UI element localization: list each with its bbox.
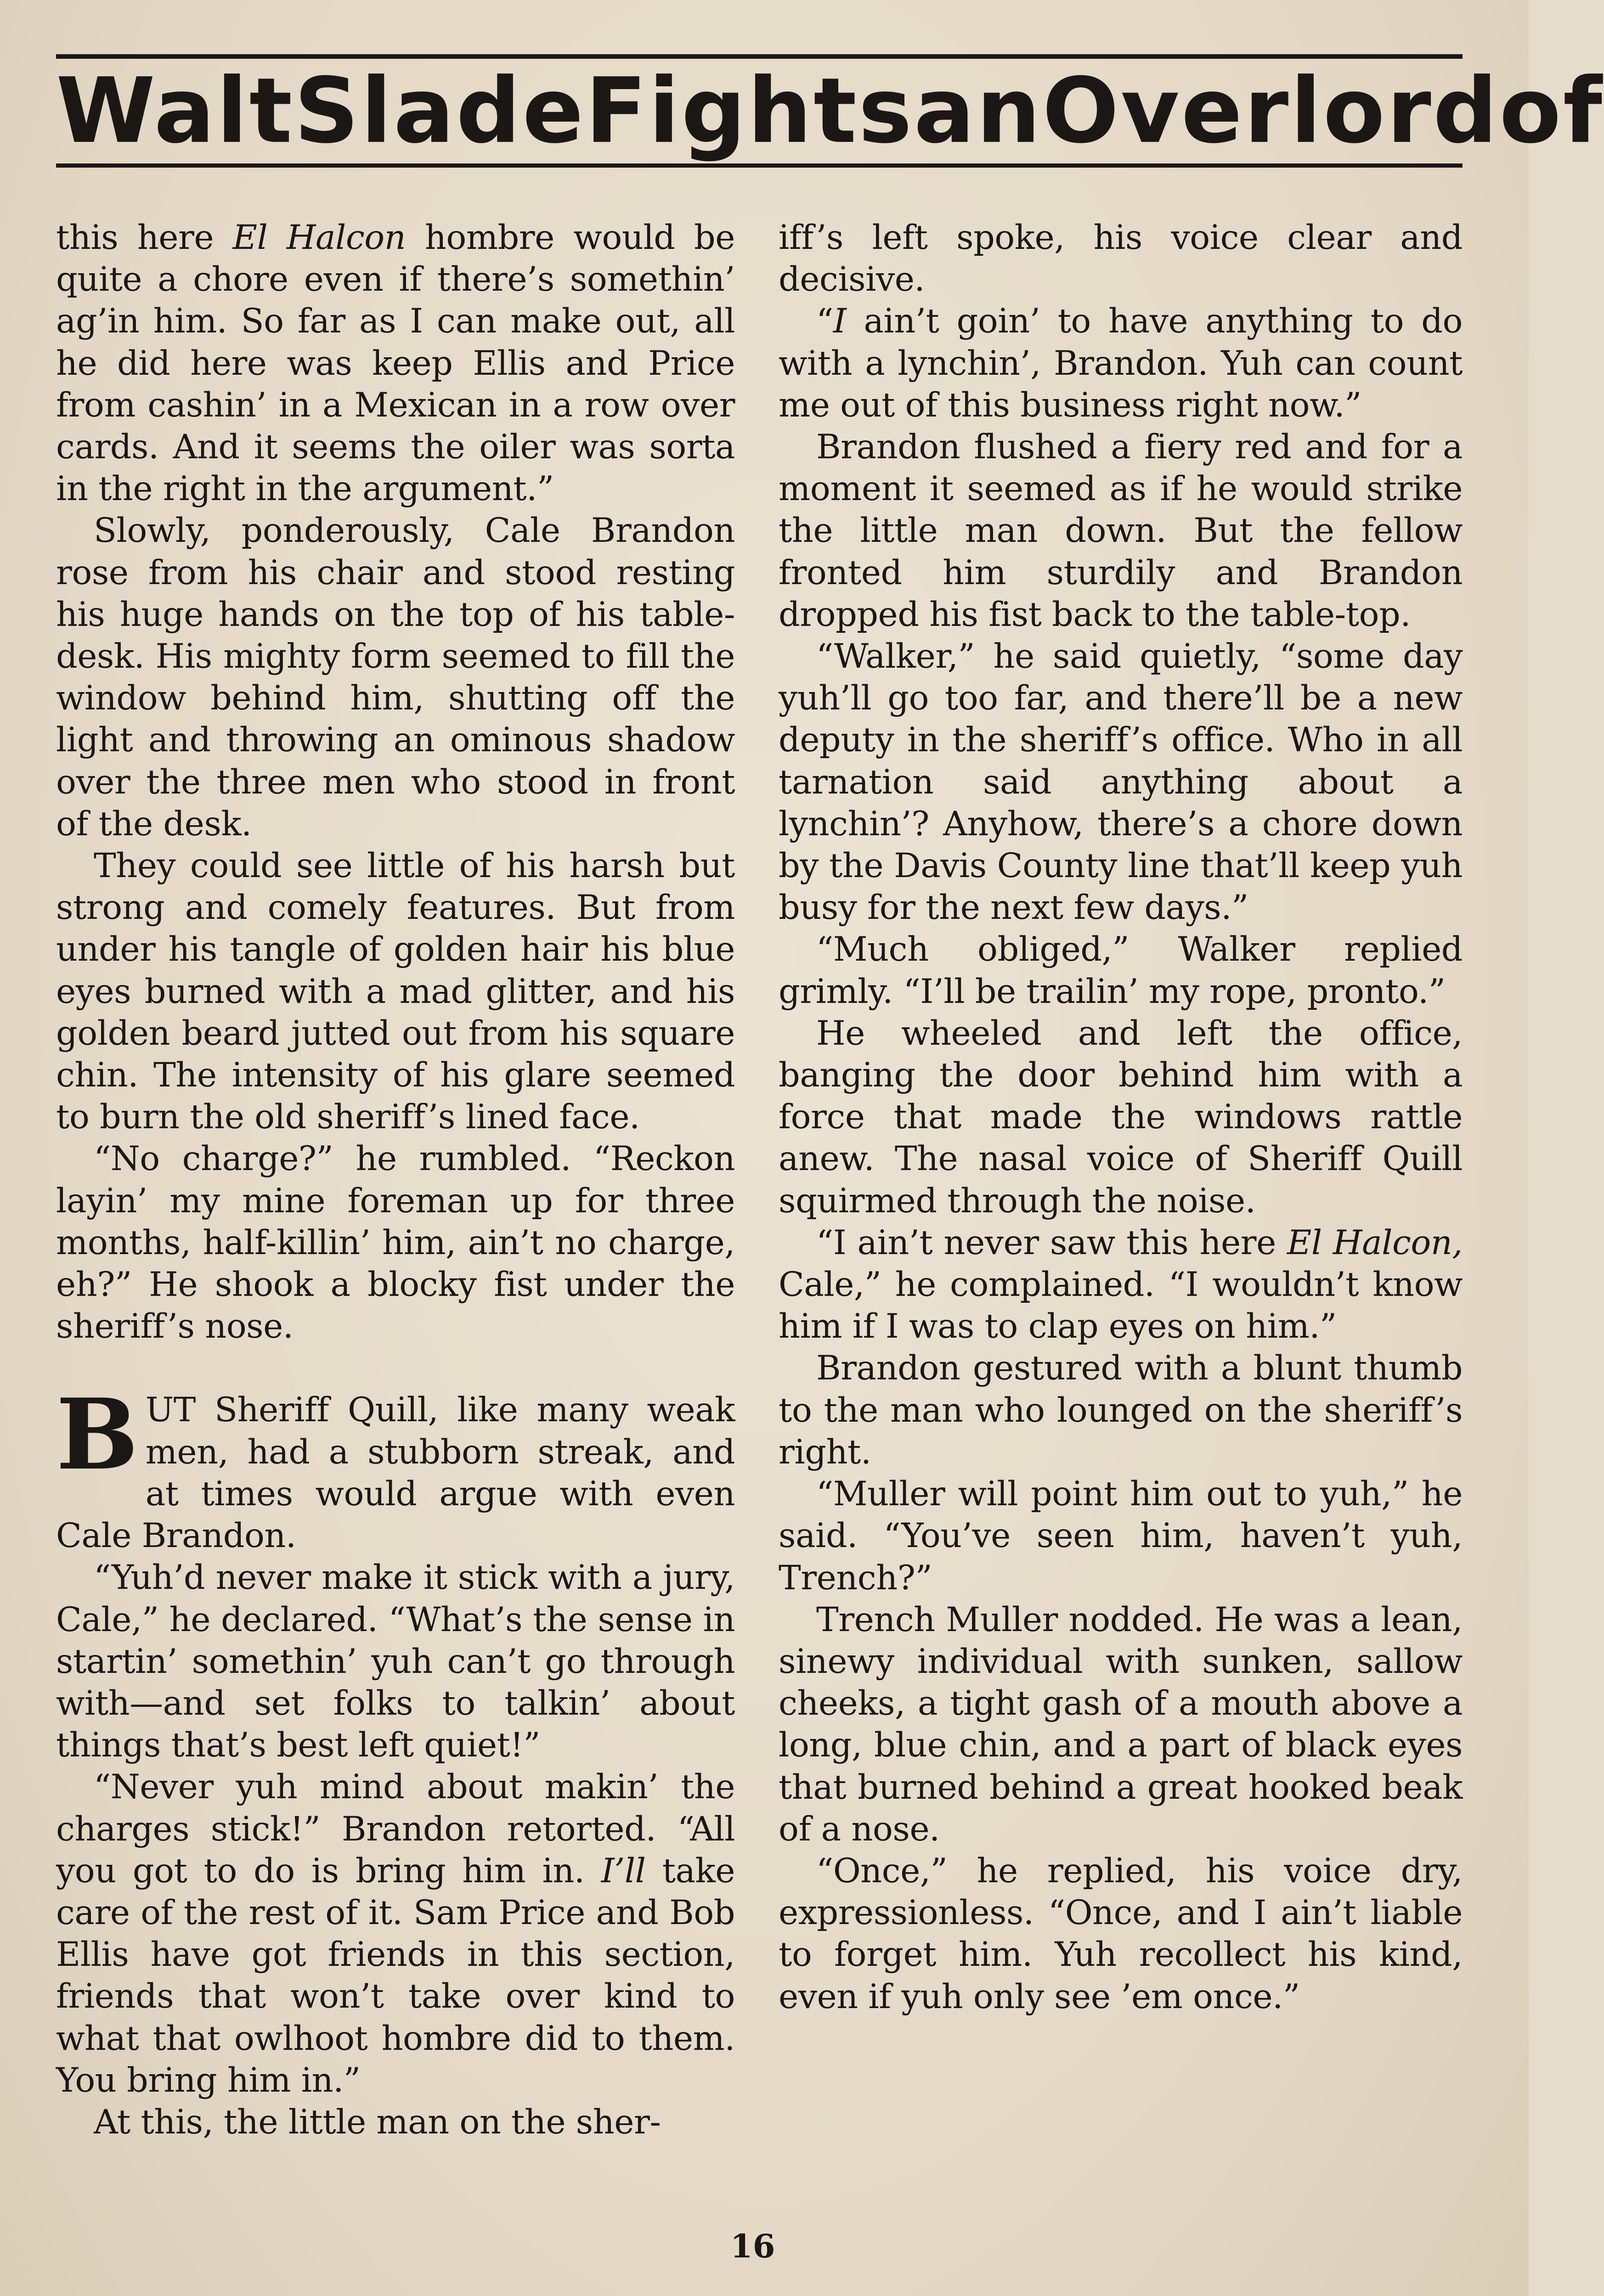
headline-word: an [914, 59, 1043, 163]
italic-text: I [833, 302, 847, 341]
paragraph: Brandon gestured with a blunt thumb to the man who lounged on the sheriff’s right. [779, 1349, 1463, 1472]
text-run: hombre would be quite a chore even if there’s somethin’ ag’in him. So far as I can make out, all he did here was keep Ellis and Price from cashin’ in a Mexican in a row over cards. And it seems the oiler was sorta in the right in the argument.” [56, 218, 735, 509]
text-run: this here [56, 218, 233, 257]
paragraph: “Much obliged,” Walker replied grimly. “I’ll be trailin’ my rope, pronto.” [779, 930, 1463, 1011]
text-run: “Never yuh mind about makin’ the charges stick!” Brandon retorted. “All you got to do is bring him in. [56, 1767, 735, 1891]
headline-word: of [1499, 59, 1604, 163]
headline [56, 59, 1604, 163]
paragraph: Trench Muller nodded. He was a lean, sinewy individual with sunken, sallow cheeks, a tight gash of a mouth above a long, blue chin, and a part of black eyes that burned behind a great hooked beak of a nose. [779, 1600, 1463, 1849]
paragraph: “Walker,” he said quietly, “some day yuh’ll go too far, and there’ll be a new deputy in the sheriff’s office. Who in all tarnation said anything about a lynchin’? Anyhow, there’s a chore down by the Davis County line that’ll keep yuh busy for the next few days.” [779, 637, 1463, 928]
text-run: “I ain’t never saw this here [816, 1223, 1288, 1262]
headline-word: Walt [56, 59, 294, 163]
text-run: ain’t goin’ to have anything to do with a lynchin’, Brandon. Yuh can count me out of this business right now.” [779, 302, 1463, 425]
paragraph-drop-cap [56, 1377, 735, 1557]
paragraph: Brandon flushed a fiery red and for a moment it seemed as if he would strike the little man down. But the fellow fronted him sturdily and Brandon dropped his fist back to the table-top. [779, 428, 1463, 634]
headline-word: Overlord [1042, 59, 1500, 163]
paragraph: “Once,” he replied, his voice dry, expressionless. “Once, and I ain’t liable to forget him. Yuh recollect his kind, even if yuh only see ’em once.” [779, 1851, 1463, 2016]
paragraph: “No charge?” he rumbled. “Reckon layin’ my mine foreman up for three months, half-killin’ him, ain’t no charge, eh?” He shook a blocky fist under the sheriff’s nose. [56, 1139, 735, 1346]
paragraph: They could see little of his harsh but strong and comely features. But from under his tangle of golden hair his blue eyes burned with a mad glitter, and his golden beard jutted out from his square chin. The intensity of his glare seemed to burn the old sheriff’s lined face. [56, 846, 735, 1137]
paragraph [779, 300, 1463, 426]
paragraph [56, 217, 735, 510]
right-text-column [779, 217, 1463, 2018]
text-run: take care of the rest of it. Sam Price and Bob Ellis have got friends in this section, friends that won’t take over kind to what that owlhoot hombre did to them. You bring him in.” [56, 1851, 735, 2100]
italic-text: I’ll [601, 1851, 646, 1891]
text-run: Cale,” he complained. “I wouldn’t know him if I was to clap eyes on him.” [779, 1265, 1463, 1346]
paragraph: “Yuh’d never make it stick with a jury, Cale,” he declared. “What’s the sense in startin’ somethin’ yuh can’t go through with—and set folks to talkin’ about things that’s best left quiet!” [56, 1558, 735, 1765]
italic-text: El Halcon, [1287, 1223, 1463, 1262]
italic-text: El Halcon [232, 218, 406, 257]
paragraph: iff’s left spoke, his voice clear and decisive. [779, 218, 1463, 299]
paragraph [779, 1222, 1463, 1348]
paragraph [56, 1766, 735, 2101]
headline-word: Slade [294, 59, 586, 163]
paragraph: At this, the little man on the sher- [94, 2102, 661, 2142]
text-run: “ [816, 302, 833, 341]
paragraph: “Muller will point him out to yuh,” he said. “You’ve seen him, haven’t yuh, Trench?” [779, 1474, 1463, 1598]
paragraph: He wheeled and left the office, banging the door behind him with a force that made the windows rattle anew. The nasal voice of Sheriff Quill squirmed through the noise. [779, 1013, 1463, 1221]
headline-top-rule [56, 54, 1463, 59]
left-text-column [56, 217, 735, 2143]
drop-cap: B [56, 1377, 138, 1492]
paragraph: Slowly, ponderously, Cale Brandon rose from his chair and stood resting his huge hands on the top of his table-desk. His mighty form seemed to fill the window behind him, shutting off the light and throwing an ominous shadow over the three men who stood in front of the desk. [56, 511, 735, 844]
headline-bottom-rule [56, 163, 1463, 168]
text-run: UT Sheriff Quill, like many weak men, had a stubborn streak, and at times would argue with even Cale Brandon. [56, 1390, 735, 1556]
headline-word: Fights [585, 59, 914, 163]
page-number: 16 [730, 2227, 775, 2265]
